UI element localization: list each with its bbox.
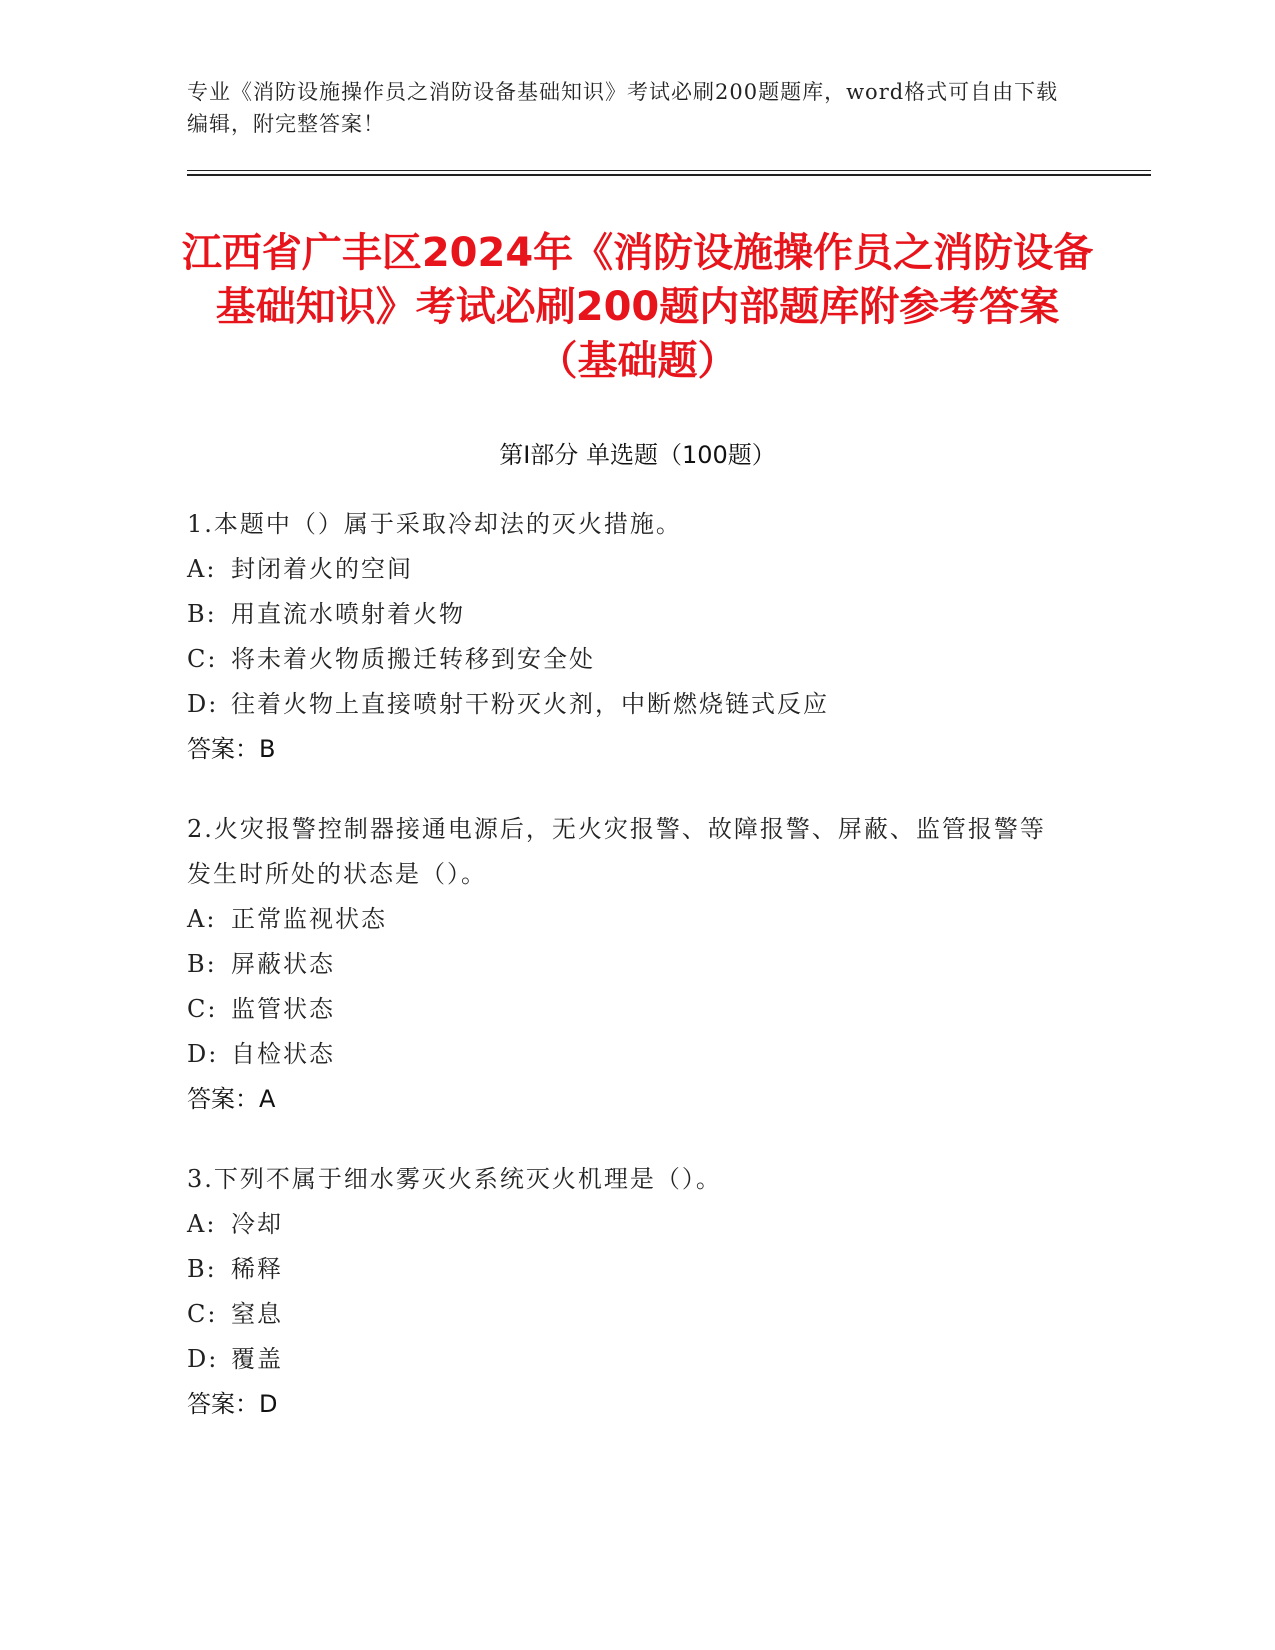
option-text: 正常监视状态	[231, 905, 387, 933]
option-a	[187, 897, 1067, 942]
answer-line: 答案：D	[187, 1390, 278, 1418]
option-letter: A:	[187, 905, 217, 933]
question-stem: 3.下列不属于细水雾灭火系统灭火机理是（）。	[187, 1165, 722, 1193]
option-c	[187, 987, 1067, 1032]
option-letter: C:	[187, 995, 218, 1023]
option-text: 封闭着火的空间	[231, 555, 413, 583]
option-c	[187, 637, 1067, 682]
option-letter: D:	[187, 1345, 219, 1373]
option-letter: A:	[187, 555, 217, 583]
option-d	[187, 1032, 1067, 1077]
header-note: 专业《消防设施操作员之消防设备基础知识》考试必刷200题题库，word格式可自由下载编辑，附完整答案！	[187, 80, 1059, 136]
header-rule-thick	[187, 174, 1151, 176]
option-letter: D:	[187, 1040, 219, 1068]
option-a	[187, 547, 1067, 592]
option-text: 监管状态	[231, 995, 335, 1023]
option-letter: D:	[187, 690, 219, 718]
option-text: 用直流水喷射着火物	[231, 600, 465, 628]
header-rule-thin	[187, 170, 1151, 171]
section-title: 第Ⅰ部分 单选题（100题）	[499, 441, 776, 469]
question-2	[187, 807, 1067, 1122]
option-text: 稀释	[231, 1255, 283, 1283]
option-letter: B:	[187, 600, 217, 628]
option-c	[187, 1292, 1067, 1337]
answer-line: 答案：B	[187, 735, 276, 763]
option-text: 窒息	[231, 1300, 283, 1328]
question-stem: 2.火灾报警控制器接通电源后，无火灾报警、故障报警、屏蔽、监管报警等发生时所处的状态是（）。	[187, 815, 1046, 888]
option-letter: C:	[187, 645, 218, 673]
answer-line: 答案：A	[187, 1085, 276, 1113]
option-letter: B:	[187, 950, 217, 978]
option-letter: B:	[187, 1255, 217, 1283]
question-1	[187, 502, 1067, 772]
option-text: 屏蔽状态	[231, 950, 335, 978]
option-d	[187, 682, 1067, 727]
option-text: 自检状态	[231, 1040, 335, 1068]
option-text: 覆盖	[231, 1345, 283, 1373]
option-text: 往着火物上直接喷射干粉灭火剂，中断燃烧链式反应	[231, 690, 829, 718]
option-text: 将未着火物质搬迁转移到安全处	[231, 645, 595, 673]
option-letter: C:	[187, 1300, 218, 1328]
option-b	[187, 942, 1067, 987]
question-stem: 1.本题中（）属于采取冷却法的灭火措施。	[187, 510, 682, 538]
option-b	[187, 1247, 1067, 1292]
option-b	[187, 592, 1067, 637]
question-3	[187, 1157, 1067, 1427]
option-d	[187, 1337, 1067, 1382]
option-letter: A:	[187, 1210, 217, 1238]
option-text: 冷却	[231, 1210, 283, 1238]
document-title: 江西省广丰区2024年《消防设施操作员之消防设备基础知识》考试必刷200题内部题库附参考答案（基础题）	[181, 230, 1094, 384]
option-a	[187, 1202, 1067, 1247]
